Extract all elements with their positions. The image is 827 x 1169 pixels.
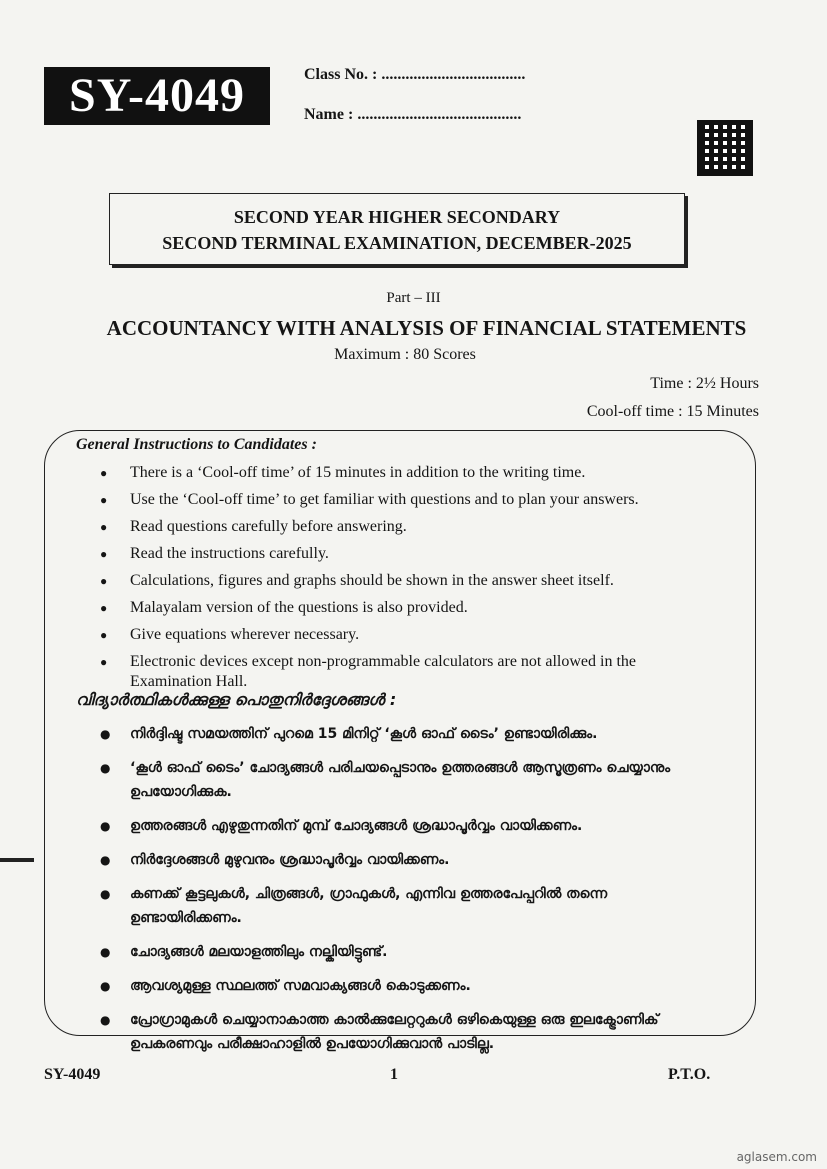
list-item: ● Read questions carefully before answering. (100, 517, 720, 537)
instructions-ml-heading: വിദ്യാർത്ഥികൾക്കുള്ള പൊതുനിർദ്ദേശങ്ങൾ : (76, 690, 397, 709)
part-label: Part – III (386, 290, 441, 306)
exam-title-line1: SECOND YEAR HIGHER SECONDARY (233, 207, 561, 227)
list-item: ● ചോദ്യങ്ങൾ മലയാളത്തിലും നല്കിയിട്ടുണ്ട്. (100, 940, 720, 964)
list-item: ● Use the ‘Cool-off time’ to get familiar with questions and to plan your answers. (100, 490, 720, 510)
list-item: ● There is a ‘Cool-off time’ of 15 minutes in addition to the writing time. (100, 463, 720, 483)
list-item: ● നിർദ്ദിഷ്ട സമയത്തിന് പുറമെ 15 മിനിറ്റ് ‘കൂൾ ഓഫ് ടൈം’ ഉണ്ടായിരിക്കും. (100, 722, 720, 746)
list-item: ● Electronic devices except non-programmable calculators are not allowed in the Examination Hall. (100, 652, 720, 692)
list-item: ● Calculations, figures and graphs should be shown in the answer sheet itself. (100, 571, 720, 591)
list-item: ● പ്രോഗ്രാമുകൾ ചെയ്യാനാകാത്ത കാൽക്കുലേറ്ററുകൾ ഒഴികെയുള്ള ഒരു ഇലക്ട്രോണിക് ഉപകരണവും പരീക്ഷാഹാളിൽ ഉപയോഗിക്കുവാൻ പാടില്ല. (100, 1008, 720, 1056)
page-number: 1 (390, 1066, 398, 1083)
name-field: Name : ......................................... (304, 106, 522, 123)
instructions-heading: General Instructions to Candidates : (76, 436, 317, 453)
list-item: ● Malayalam version of the questions is also provided. (100, 598, 720, 618)
paper-code: SY-4049 (44, 67, 270, 125)
list-item: ● ‘കൂൾ ഓഫ് ടൈം’ ചോദ്യങ്ങൾ പരിചയപ്പെടാനും ഉത്തരങ്ങൾ ആസൂത്രണം ചെയ്യാനും ഉപയോഗിക്കുക. (100, 756, 720, 804)
exam-title-line2: SECOND TERMINAL EXAMINATION, DECEMBER-2025 (162, 233, 632, 253)
margin-mark (0, 858, 34, 862)
qr-code-icon (697, 120, 753, 176)
footer-code: SY-4049 (44, 1066, 101, 1083)
time-limit: Time : 2½ Hours (650, 375, 759, 392)
list-item: ● ഉത്തരങ്ങൾ എഴുതുന്നതിന് മുമ്പ് ചോദ്യങ്ങൾ ശ്രദ്ധാപൂർവ്വം വായിക്കണം. (100, 814, 720, 838)
exam-title-box (109, 193, 685, 265)
list-item: ● നിർദ്ദേശങ്ങൾ മുഴുവനും ശ്രദ്ധാപൂർവ്വം വായിക്കണം. (100, 848, 720, 872)
list-item: ● കണക്ക് കൂട്ടലുകൾ, ചിത്രങ്ങൾ, ഗ്രാഫുകൾ, എന്നിവ ഉത്തരപേപ്പറിൽ തന്നെ ഉണ്ടായിരിക്കണം. (100, 882, 720, 930)
list-item: ● ആവശ്യമുള്ള സ്ഥലത്ത് സമവാക്യങ്ങൾ കൊടുക്കണം. (100, 974, 720, 998)
list-item: ● Give equations wherever necessary. (100, 625, 720, 645)
watermark: aglasem.com (736, 1150, 817, 1164)
max-scores: Maximum : 80 Scores (334, 346, 476, 363)
subject-title: ACCOUNTANCY WITH ANALYSIS OF FINANCIAL STATEMENTS (106, 316, 747, 340)
class-no-field: Class No. : .................................... (304, 66, 526, 83)
instructions-ml-list (100, 722, 720, 1066)
cool-off-time: Cool-off time : 15 Minutes (586, 403, 759, 420)
pto-label: P.T.O. (668, 1066, 711, 1083)
list-item: ● Read the instructions carefully. (100, 544, 720, 564)
instructions-list (100, 463, 720, 699)
